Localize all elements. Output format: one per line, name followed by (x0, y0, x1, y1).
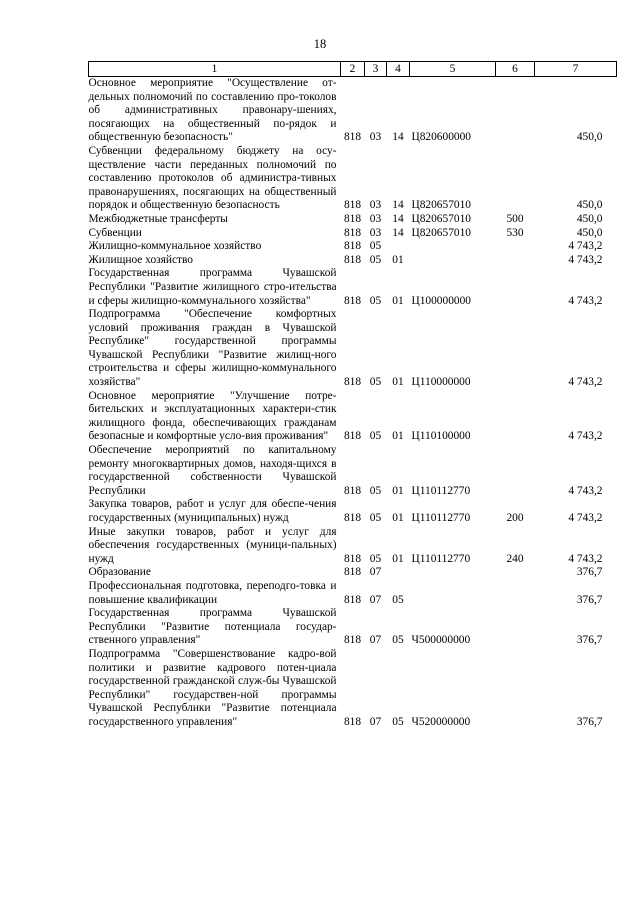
amount-cell: 450,0 (576, 226, 603, 239)
expense-type-cell (496, 240, 535, 254)
subsection-code-cell: 05 (392, 715, 404, 728)
table-row (89, 213, 617, 227)
page-number: 18 (313, 37, 327, 51)
amount-cell: 376,7 (576, 593, 603, 606)
table-row (89, 444, 617, 498)
section-code-cell: 05 (369, 253, 382, 266)
table-row (89, 254, 617, 268)
amount-cell: 4 743,2 (568, 484, 603, 497)
ved-code-cell: 818 (343, 552, 362, 565)
section-code-cell: 05 (369, 376, 382, 389)
table-row (89, 526, 617, 567)
amount-cell: 450,0 (576, 199, 603, 212)
ved-code-cell: 818 (343, 715, 362, 728)
section-code-cell: 07 (369, 634, 382, 647)
row-name-cell: Подпрограмма "Обеспечение комфортных условий проживания граждан в Чувашской Республике" государственной программы Чувашской Республики "Развитие жилищ-ного строительства и сферы жилищно-коммунального хозяйства" (88, 308, 337, 389)
section-code-cell: 05 (369, 552, 382, 565)
row-name-cell: Межбюджетные трансферты (88, 212, 228, 225)
ved-code-cell: 818 (343, 430, 362, 443)
section-code-cell: 05 (369, 294, 382, 307)
subsection-code-cell: 01 (392, 484, 404, 497)
row-name-cell: Государственная программа Чувашской Республики "Развитие потенциала государ-ственного управления" (88, 607, 337, 647)
subsection-code-cell: 05 (392, 593, 404, 606)
table-row (89, 308, 617, 390)
target-article-cell: Ц110100000 (411, 430, 471, 443)
expense-type-cell (496, 390, 535, 444)
row-name-cell: Субвенции федеральному бюджету на осу-ществление части переданных полномочий по составлению протоколов об администра-тивных правонарушениях, посягающих на общественный порядок и общественную безопасность (88, 144, 337, 212)
expense-type-cell: 200 (506, 512, 524, 524)
expense-type-cell (496, 145, 535, 213)
expense-type-cell (496, 566, 535, 580)
section-code-cell: 05 (369, 240, 382, 253)
subsection-code-cell: 01 (392, 294, 404, 307)
ved-code-cell: 818 (343, 634, 362, 647)
ved-code-cell: 818 (343, 240, 362, 253)
table-row (89, 566, 617, 580)
table-body (89, 77, 617, 730)
section-code-cell: 03 (369, 131, 382, 144)
expense-type-cell (496, 254, 535, 268)
column-header: 1 (89, 62, 341, 77)
column-header: 3 (365, 62, 387, 77)
target-article-cell: Ц110000000 (411, 376, 471, 389)
target-article-cell: Ц110112770 (411, 512, 471, 524)
amount-cell: 4 743,2 (568, 552, 603, 565)
target-article-cell: Ц820657010 (411, 212, 471, 225)
expense-type-cell (496, 607, 535, 648)
expense-type-cell: 530 (506, 226, 524, 239)
table-row (89, 580, 617, 607)
row-name-cell: Субвенции (88, 226, 142, 239)
row-name-cell: Основное мероприятие "Улучшение потре-бительских и эксплуатационных характери-стик жилищного фонда, обеспечивающих гражданам безопасные и комфортные усло-вия проживания" (88, 389, 337, 443)
table-row (89, 145, 617, 213)
target-article-cell (410, 566, 496, 580)
table-row (89, 648, 617, 730)
expense-type-cell (496, 267, 535, 308)
amount-cell: 4 743,2 (568, 294, 603, 307)
amount-cell: 450,0 (576, 131, 603, 144)
row-name-cell: Профессиональная подготовка, переподго-товка и повышение квалификации (88, 579, 337, 606)
ved-code-cell: 818 (343, 199, 362, 212)
table-row (89, 77, 617, 145)
section-code-cell: 03 (369, 212, 382, 225)
subsection-code-cell: 01 (392, 430, 404, 443)
amount-cell: 376,7 (576, 634, 603, 647)
table-row (89, 240, 617, 254)
amount-cell: 4 743,2 (568, 253, 603, 266)
column-header: 4 (387, 62, 410, 77)
section-code-cell: 05 (369, 430, 382, 443)
target-article-cell: Ц820600000 (411, 131, 471, 144)
subsection-code-cell: 01 (392, 512, 404, 524)
ved-code-cell: 818 (343, 593, 362, 606)
ved-code-cell: 818 (343, 566, 362, 579)
subsection-code-cell: 01 (392, 376, 404, 389)
ved-code-cell: 818 (343, 294, 362, 307)
row-name-cell: Подпрограмма "Совершенствование кадро-вой политики и развитие кадрового потен-циала государственной гражданской служ-бы Чувашской Республики" государствен-ной программы Чувашской Республики "Развитие потенциала государственного управления" (88, 647, 337, 728)
target-article-cell: Ц110112770 (411, 484, 471, 497)
amount-cell: 4 743,2 (568, 240, 603, 253)
column-header: 2 (341, 62, 365, 77)
subsection-code-cell (387, 240, 410, 254)
section-code-cell: 07 (369, 715, 382, 728)
section-code-cell: 03 (369, 226, 382, 239)
target-article-cell: Ц110112770 (411, 552, 471, 565)
target-article-cell (410, 580, 496, 607)
row-name-cell: Основное мероприятие "Осуществление от-дельных полномочий по составлению про-токолов об административных правонару-шениях, посягающих на общественный по-рядок и общественную безопасность" (88, 77, 337, 144)
target-article-cell (410, 240, 496, 254)
column-header: 6 (496, 62, 535, 77)
row-name-cell: Обеспечение мероприятий по капитальному ремонту многоквартирных домов, находя-щихся в государственной собственности Чувашской Республики (88, 444, 337, 497)
subsection-code-cell: 14 (392, 212, 404, 225)
amount-cell: 376,7 (576, 566, 603, 579)
subsection-code-cell: 14 (392, 199, 404, 212)
target-article-cell: Ч500000000 (411, 634, 471, 647)
row-name-cell: Иные закупки товаров, работ и услуг для обеспечения государственных (муници-пальных) нужд (88, 525, 337, 565)
target-article-cell: Ч520000000 (411, 715, 471, 728)
expense-type-cell (496, 648, 535, 730)
subsection-code-cell: 14 (392, 226, 404, 239)
amount-cell: 450,0 (576, 212, 603, 225)
amount-cell: 4 743,2 (568, 376, 603, 389)
ved-code-cell: 818 (343, 212, 362, 225)
section-code-cell: 07 (369, 593, 382, 606)
table-row (89, 390, 617, 444)
ved-code-cell: 818 (343, 131, 362, 144)
target-article-cell (410, 254, 496, 268)
section-code-cell: 05 (369, 512, 382, 524)
section-code-cell: 07 (369, 566, 382, 579)
section-code-cell: 05 (369, 484, 382, 497)
section-code-cell: 03 (369, 199, 382, 212)
target-article-cell: Ц820657010 (411, 226, 471, 239)
ved-code-cell: 818 (343, 376, 362, 389)
table-row (89, 227, 617, 241)
row-name-cell: Закупка товаров, работ и услуг для обеспе-чения государственных (муниципальных) нужд (88, 498, 337, 524)
budget-table (88, 61, 617, 730)
subsection-code-cell: 05 (392, 634, 404, 647)
expense-type-cell (496, 308, 535, 390)
row-name-cell: Государственная программа Чувашской Республики "Развитие жилищного стро-ительства и сферы жилищно-коммунального хозяйства" (88, 267, 337, 307)
subsection-code-cell (387, 566, 410, 580)
amount-cell: 4 743,2 (568, 430, 603, 443)
table-row (89, 498, 617, 525)
row-name-cell: Жилищное хозяйство (88, 253, 194, 266)
subsection-code-cell: 14 (392, 131, 404, 144)
column-header: 7 (535, 62, 617, 77)
subsection-code-cell: 01 (392, 253, 404, 266)
subsection-code-cell: 01 (392, 552, 404, 565)
row-name-cell: Жилищно-коммунальное хозяйство (88, 240, 262, 253)
target-article-cell: Ц100000000 (411, 294, 471, 307)
ved-code-cell: 818 (343, 226, 362, 239)
ved-code-cell: 818 (343, 253, 362, 266)
expense-type-cell (496, 444, 535, 498)
ved-code-cell: 818 (343, 484, 362, 497)
table-header-row (89, 62, 617, 77)
amount-cell: 376,7 (576, 715, 603, 728)
target-article-cell: Ц820657010 (411, 199, 471, 212)
amount-cell: 4 743,2 (568, 512, 603, 524)
expense-type-cell (496, 77, 535, 145)
expense-type-cell: 240 (506, 552, 524, 565)
ved-code-cell: 818 (343, 512, 362, 524)
row-name-cell: Образование (88, 566, 151, 579)
expense-type-cell (496, 580, 535, 607)
table-row (89, 607, 617, 648)
column-header: 5 (410, 62, 496, 77)
table-row (89, 267, 617, 308)
expense-type-cell: 500 (506, 212, 524, 225)
